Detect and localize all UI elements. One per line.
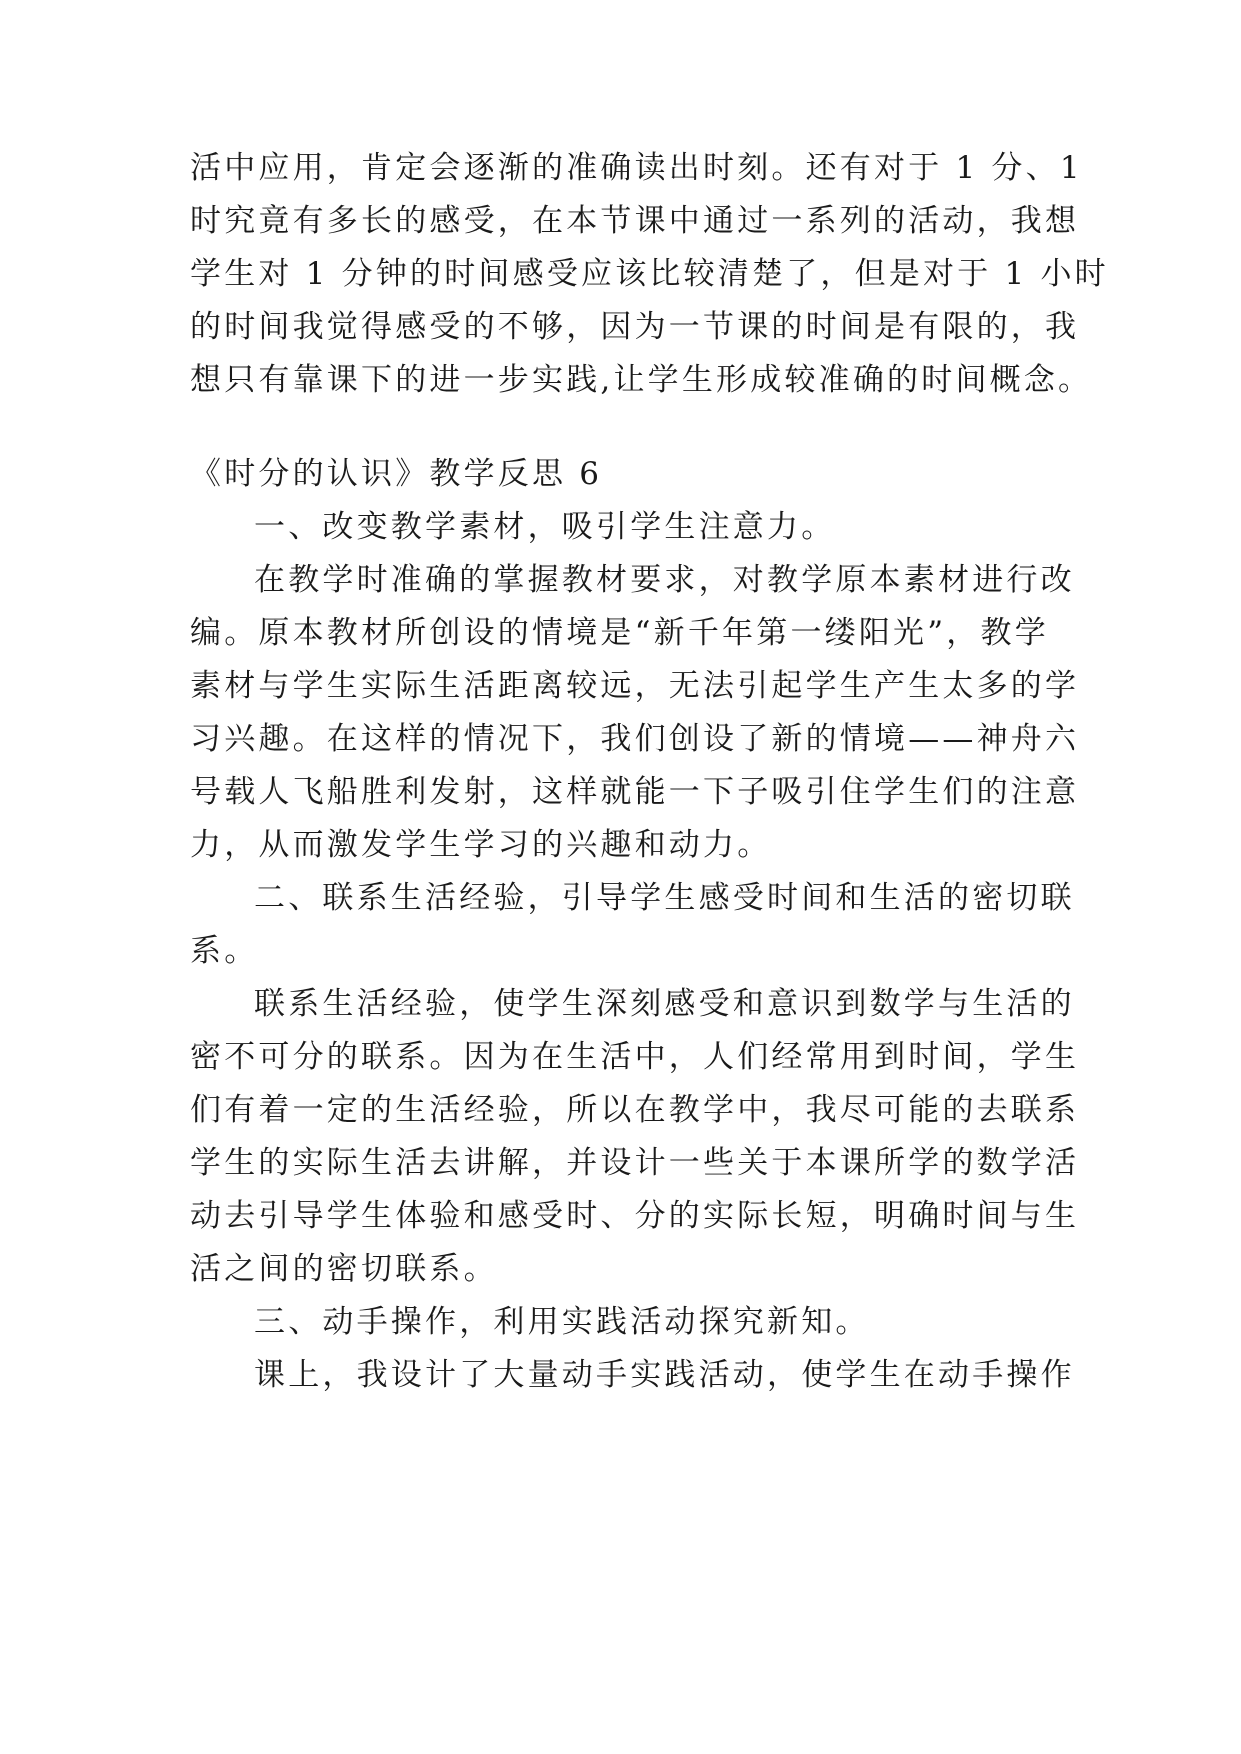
paragraph-line: 习兴趣。在这样的情况下，我们创设了新的情境——神舟六 bbox=[190, 721, 1080, 757]
paragraph-line: 学生对 1 分钟的时间感受应该比较清楚了，但是对于 1 小时 bbox=[190, 256, 1109, 292]
paragraph-line: 学生的实际生活去讲解，并设计一些关于本课所学的数学活 bbox=[190, 1145, 1080, 1181]
section-title: 《时分的认识》教学反思 6 bbox=[190, 456, 603, 492]
point-heading: 系。 bbox=[190, 933, 259, 969]
paragraph-line: 们有着一定的生活经验，所以在教学中，我尽可能的去联系 bbox=[190, 1092, 1080, 1128]
paragraph-line: 动去引导学生体验和感受时、分的实际长短，明确时间与生 bbox=[190, 1198, 1080, 1234]
point-heading: 三、动手操作，利用实践活动探究新知。 bbox=[254, 1304, 870, 1340]
paragraph-line: 活之间的密切联系。 bbox=[190, 1251, 498, 1287]
paragraph-line: 密不可分的联系。因为在生活中，人们经常用到时间，学生 bbox=[190, 1039, 1080, 1075]
paragraph-line: 活中应用，肯定会逐渐的准确读出时刻。还有对于 1 分、1 bbox=[190, 150, 1083, 186]
paragraph-line: 素材与学生实际生活距离较远，无法引起学生产生太多的学 bbox=[190, 668, 1080, 704]
paragraph-line: 联系生活经验，使学生深刻感受和意识到数学与生活的 bbox=[254, 986, 1075, 1022]
paragraph-line: 号载人飞船胜利发射，这样就能一下子吸引住学生们的注意 bbox=[190, 774, 1080, 810]
paragraph-line: 力，从而激发学生学习的兴趣和动力。 bbox=[190, 827, 772, 863]
paragraph-line: 课上，我设计了大量动手实践活动，使学生在动手操作 bbox=[254, 1357, 1075, 1393]
paragraph-line: 的时间我觉得感受的不够，因为一节课的时间是有限的，我 bbox=[190, 309, 1080, 345]
paragraph-line: 想只有靠课下的进一步实践,让学生形成较准确的时间概念。 bbox=[190, 362, 1093, 398]
paragraph-line: 编。原本教材所创设的情境是“新千年第一缕阳光”，教学 bbox=[190, 615, 1049, 651]
paragraph-line: 在教学时准确的掌握教材要求，对教学原本素材进行改 bbox=[254, 562, 1075, 598]
paragraph-line: 时究竟有多长的感受，在本节课中通过一系列的活动，我想 bbox=[190, 203, 1080, 239]
point-heading: 二、联系生活经验，引导学生感受时间和生活的密切联 bbox=[254, 880, 1075, 916]
point-heading: 一、改变教学素材，吸引学生注意力。 bbox=[254, 509, 836, 545]
